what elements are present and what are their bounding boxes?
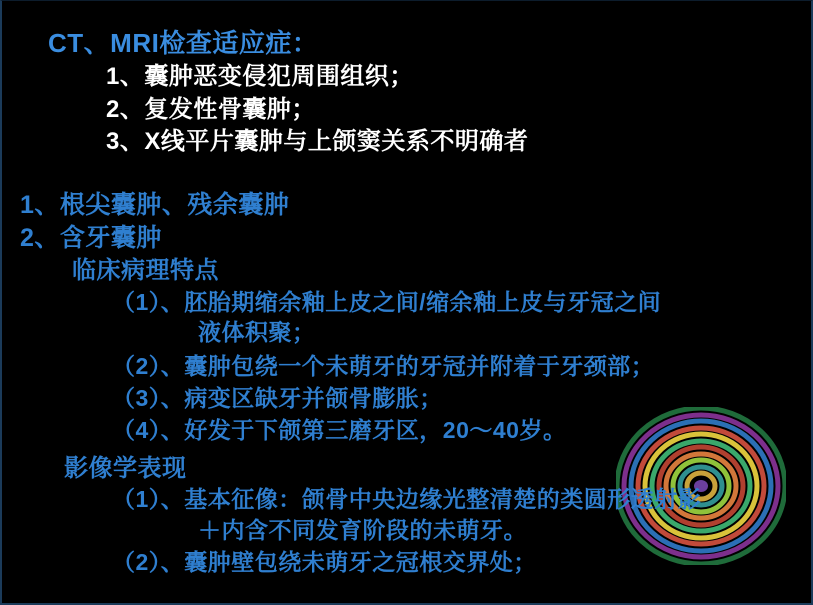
imaging-point-1: （1）、基本征像：颌骨中央边缘光整清楚的类圆形透射影	[112, 486, 702, 512]
imaging-point-1-continued: ＋内含不同发育阶段的未萌牙。	[198, 517, 527, 543]
slide-text-layer	[2, 1, 813, 605]
subheading-clinical-pathology: 临床病理特点	[72, 257, 219, 284]
indication-item-3: 3、X线平片囊肿与上颌窦关系不明确者	[106, 128, 529, 155]
topic-item-2: 2、含牙囊肿	[20, 224, 162, 252]
clinical-point-2: （2）、囊肿包绕一个未萌牙的牙冠并附着于牙颈部；	[112, 353, 655, 379]
topic-item-1: 1、根尖囊肿、残余囊肿	[20, 191, 290, 219]
clinical-point-1-continued: 液体积聚；	[198, 319, 316, 345]
indication-item-1: 1、囊肿恶变侵犯周围组织；	[106, 63, 414, 90]
imaging-point-2: （2）、囊肿壁包绕未萌牙之冠根交界处；	[112, 549, 537, 575]
clinical-point-1: （1）、胚胎期缩余釉上皮之间/缩余釉上皮与牙冠之间	[112, 289, 662, 315]
clinical-point-3: （3）、病变区缺牙并颌骨膨胀；	[112, 385, 443, 411]
slide-heading: CT、MRI检查适应症：	[48, 28, 319, 58]
clinical-point-4: （4）、好发于下颌第三磨牙区，20～40岁。	[112, 417, 567, 443]
subheading-imaging-findings: 影像学表现	[64, 455, 187, 482]
indication-item-2: 2、复发性骨囊肿；	[106, 96, 316, 123]
